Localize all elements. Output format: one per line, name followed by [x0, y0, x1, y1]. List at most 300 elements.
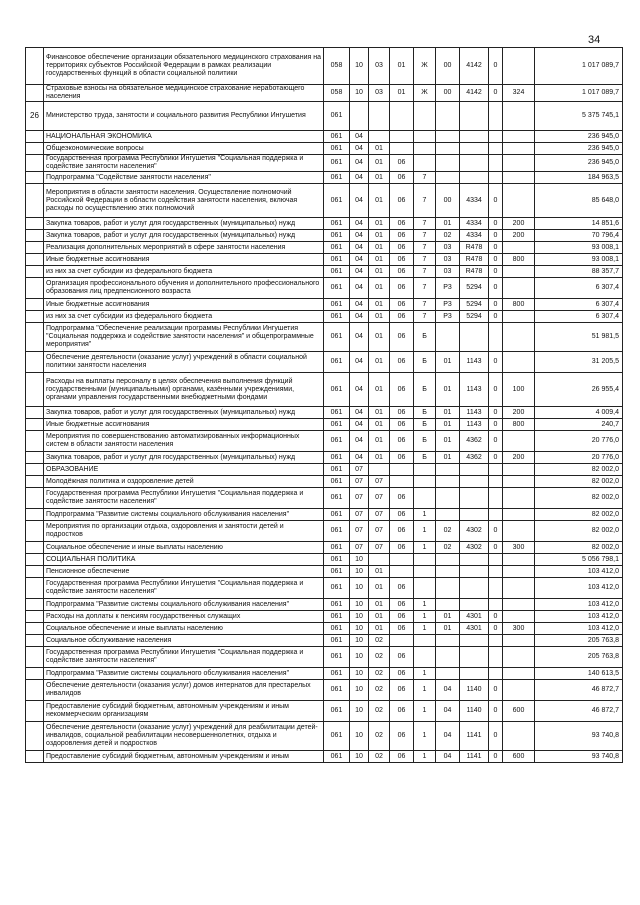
- code-cell: 1143: [460, 352, 489, 373]
- code-cell: 061: [324, 230, 350, 242]
- code-cell: [489, 102, 503, 131]
- code-cell: 0: [489, 407, 503, 419]
- code-cell: [503, 722, 535, 751]
- code-cell: [436, 155, 460, 172]
- amount-cell: 205 763,8: [535, 647, 623, 668]
- code-cell: 04: [350, 431, 369, 452]
- code-cell: 06: [390, 218, 414, 230]
- code-cell: 0: [489, 218, 503, 230]
- code-cell: 07: [350, 509, 369, 521]
- code-cell: Б: [414, 452, 436, 464]
- row-name-cell: Министерство труда, занятости и социального развития Республики Ингушетия: [44, 102, 324, 131]
- code-cell: 07: [350, 476, 369, 488]
- code-cell: 06: [390, 407, 414, 419]
- row-name-cell: Государственная программа Республики Ингушетия "Социальная поддержка и содействие занятости населения": [44, 578, 324, 599]
- code-cell: 06: [390, 172, 414, 184]
- code-cell: 7: [414, 311, 436, 323]
- code-cell: 061: [324, 352, 350, 373]
- code-cell: 01: [390, 48, 414, 85]
- code-cell: 061: [324, 373, 350, 407]
- code-cell: [390, 566, 414, 578]
- code-cell: 06: [390, 599, 414, 611]
- code-cell: 07: [350, 464, 369, 476]
- table-row: [26, 476, 623, 488]
- code-cell: 800: [503, 299, 535, 311]
- code-cell: 01: [369, 373, 390, 407]
- row-name-cell: ОБРАЗОВАНИЕ: [44, 464, 324, 476]
- code-cell: 061: [324, 431, 350, 452]
- table-row: [26, 521, 623, 542]
- code-cell: 02: [369, 635, 390, 647]
- code-cell: [503, 464, 535, 476]
- row-number-cell: [26, 218, 44, 230]
- code-cell: 06: [390, 431, 414, 452]
- code-cell: 0: [489, 542, 503, 554]
- code-cell: 04: [436, 722, 460, 751]
- code-cell: 01: [369, 299, 390, 311]
- code-cell: 061: [324, 266, 350, 278]
- amount-cell: 103 412,0: [535, 578, 623, 599]
- table-row: [26, 242, 623, 254]
- row-name-cell: Закупка товаров, работ и услуг для государственных (муниципальных) нужд: [44, 407, 324, 419]
- code-cell: 04: [350, 143, 369, 155]
- code-cell: 058: [324, 48, 350, 85]
- code-cell: P3: [436, 278, 460, 299]
- table-row: [26, 611, 623, 623]
- code-cell: 06: [390, 373, 414, 407]
- code-cell: [436, 464, 460, 476]
- row-name-cell: Организация профессионального обучения и дополнительного профессионального образования лиц предпенсионного возраста: [44, 278, 324, 299]
- code-cell: 04: [350, 278, 369, 299]
- amount-cell: 5 056 798,1: [535, 554, 623, 566]
- row-number-cell: [26, 48, 44, 85]
- row-number-cell: [26, 521, 44, 542]
- code-cell: 1141: [460, 751, 489, 763]
- row-name-cell: Подпрограмма "Содействие занятости населения": [44, 172, 324, 184]
- row-name-cell: Подпрограмма "Обеспечение реализации программы Республики Ингушетия "Социальная поддержка и содействие занятости населения" и общепрограммные мероприятия": [44, 323, 324, 352]
- code-cell: 0: [489, 611, 503, 623]
- code-cell: 00: [436, 184, 460, 218]
- code-cell: [503, 668, 535, 680]
- amount-cell: 184 963,5: [535, 172, 623, 184]
- code-cell: [390, 102, 414, 131]
- code-cell: [460, 488, 489, 509]
- amount-cell: 82 002,0: [535, 488, 623, 509]
- row-name-cell: Социальное обеспечение и иные выплаты населению: [44, 542, 324, 554]
- code-cell: 4142: [460, 48, 489, 85]
- code-cell: [436, 509, 460, 521]
- code-cell: 061: [324, 218, 350, 230]
- row-name-cell: Реализация дополнительных мероприятий в сфере занятости населения: [44, 242, 324, 254]
- code-cell: 061: [324, 509, 350, 521]
- code-cell: [460, 464, 489, 476]
- table-row: [26, 323, 623, 352]
- code-cell: [414, 647, 436, 668]
- code-cell: 04: [350, 131, 369, 143]
- code-cell: 7: [414, 184, 436, 218]
- code-cell: [436, 578, 460, 599]
- code-cell: 5294: [460, 278, 489, 299]
- code-cell: [414, 488, 436, 509]
- code-cell: 1: [414, 611, 436, 623]
- code-cell: 0: [489, 48, 503, 85]
- code-cell: 01: [369, 218, 390, 230]
- code-cell: 03: [369, 85, 390, 102]
- row-name-cell: Социальное обеспечение и иные выплаты населению: [44, 623, 324, 635]
- code-cell: 1: [414, 668, 436, 680]
- code-cell: 06: [390, 611, 414, 623]
- table-row: [26, 488, 623, 509]
- code-cell: [503, 143, 535, 155]
- table-row: [26, 352, 623, 373]
- code-cell: [436, 323, 460, 352]
- row-number-cell: [26, 611, 44, 623]
- row-name-cell: Обеспечение деятельности (оказание услуг) учреждений в области социальной политики занятости населения: [44, 352, 324, 373]
- code-cell: [436, 488, 460, 509]
- code-cell: 600: [503, 701, 535, 722]
- code-cell: 07: [350, 521, 369, 542]
- page-number: 34: [588, 34, 601, 46]
- code-cell: 10: [350, 701, 369, 722]
- row-name-cell: Подпрограмма "Развитие системы социального обслуживания населения": [44, 509, 324, 521]
- code-cell: 01: [436, 218, 460, 230]
- code-cell: 01: [369, 611, 390, 623]
- row-number-cell: [26, 254, 44, 266]
- code-cell: 1143: [460, 373, 489, 407]
- code-cell: Б: [414, 407, 436, 419]
- amount-cell: 236 945,0: [535, 131, 623, 143]
- amount-cell: 20 776,0: [535, 452, 623, 464]
- code-cell: 7: [414, 242, 436, 254]
- code-cell: 00: [436, 85, 460, 102]
- code-cell: 061: [324, 623, 350, 635]
- code-cell: [489, 464, 503, 476]
- row-number-cell: [26, 680, 44, 701]
- code-cell: [503, 184, 535, 218]
- code-cell: 01: [369, 172, 390, 184]
- row-number-cell: [26, 566, 44, 578]
- code-cell: 01: [369, 143, 390, 155]
- code-cell: 0: [489, 266, 503, 278]
- code-cell: 01: [436, 623, 460, 635]
- table-row: [26, 554, 623, 566]
- row-number-cell: [26, 701, 44, 722]
- code-cell: 01: [369, 352, 390, 373]
- code-cell: 061: [324, 599, 350, 611]
- row-name-cell: Закупка товаров, работ и услуг для государственных (муниципальных) нужд: [44, 218, 324, 230]
- row-number-cell: [26, 242, 44, 254]
- row-name-cell: Мероприятия в области занятости населения. Осуществление полномочий Российской Федерации в области содействия занятости населения, включая расходы по осуществлению этих полномочий: [44, 184, 324, 218]
- code-cell: [369, 102, 390, 131]
- code-cell: 800: [503, 419, 535, 431]
- row-number-cell: [26, 143, 44, 155]
- code-cell: 01: [369, 323, 390, 352]
- code-cell: [460, 476, 489, 488]
- code-cell: 01: [369, 566, 390, 578]
- code-cell: 00: [436, 48, 460, 85]
- code-cell: 01: [369, 452, 390, 464]
- code-cell: [503, 323, 535, 352]
- code-cell: 1: [414, 680, 436, 701]
- code-cell: 1143: [460, 419, 489, 431]
- code-cell: 01: [369, 155, 390, 172]
- code-cell: 061: [324, 611, 350, 623]
- code-cell: 04: [350, 311, 369, 323]
- code-cell: 1: [414, 722, 436, 751]
- amount-cell: 1 017 089,7: [535, 85, 623, 102]
- code-cell: 7: [414, 266, 436, 278]
- code-cell: 02: [369, 722, 390, 751]
- code-cell: 01: [436, 407, 460, 419]
- amount-cell: 103 412,0: [535, 566, 623, 578]
- amount-cell: 103 412,0: [535, 599, 623, 611]
- row-number-cell: [26, 464, 44, 476]
- code-cell: 061: [324, 542, 350, 554]
- row-name-cell: Обеспечение деятельности (оказание услуг) учреждений для реабилитации детей-инвалидов, социальной реабилитации несовершеннолетних, отдыха и оздоровления детей и подростков: [44, 722, 324, 751]
- code-cell: 4301: [460, 623, 489, 635]
- code-cell: 07: [350, 488, 369, 509]
- code-cell: 1: [414, 701, 436, 722]
- code-cell: 04: [350, 323, 369, 352]
- table-row: [26, 184, 623, 218]
- row-number-cell: [26, 722, 44, 751]
- code-cell: R478: [460, 266, 489, 278]
- amount-cell: 31 205,5: [535, 352, 623, 373]
- table-row: [26, 299, 623, 311]
- code-cell: 10: [350, 680, 369, 701]
- code-cell: 01: [369, 419, 390, 431]
- row-name-cell: Государственная программа Республики Ингушетия "Социальная поддержка и содействие занятости населения": [44, 647, 324, 668]
- code-cell: [436, 566, 460, 578]
- table-row: [26, 172, 623, 184]
- code-cell: 04: [350, 218, 369, 230]
- code-cell: [414, 143, 436, 155]
- code-cell: 061: [324, 184, 350, 218]
- code-cell: 061: [324, 407, 350, 419]
- row-name-cell: Страховые взносы на обязательное медицинское страхование неработающего населения: [44, 85, 324, 102]
- code-cell: [489, 599, 503, 611]
- code-cell: [503, 599, 535, 611]
- code-cell: [436, 554, 460, 566]
- table-row: [26, 509, 623, 521]
- code-cell: [460, 599, 489, 611]
- code-cell: [503, 352, 535, 373]
- table-row: [26, 218, 623, 230]
- code-cell: [369, 554, 390, 566]
- code-cell: [489, 578, 503, 599]
- table-row: [26, 668, 623, 680]
- code-cell: 06: [390, 623, 414, 635]
- code-cell: 7: [414, 218, 436, 230]
- code-cell: 01: [369, 578, 390, 599]
- code-cell: 7: [414, 230, 436, 242]
- amount-cell: 82 002,0: [535, 542, 623, 554]
- code-cell: 01: [369, 266, 390, 278]
- code-cell: 800: [503, 254, 535, 266]
- row-name-cell: Закупка товаров, работ и услуг для государственных (муниципальных) нужд: [44, 452, 324, 464]
- code-cell: 07: [350, 542, 369, 554]
- code-cell: 4302: [460, 542, 489, 554]
- code-cell: 061: [324, 488, 350, 509]
- table-row: [26, 635, 623, 647]
- code-cell: 4142: [460, 85, 489, 102]
- code-cell: 06: [390, 521, 414, 542]
- code-cell: 06: [390, 680, 414, 701]
- amount-cell: 6 307,4: [535, 311, 623, 323]
- code-cell: [460, 131, 489, 143]
- code-cell: [489, 172, 503, 184]
- code-cell: 03: [436, 254, 460, 266]
- row-number-cell: [26, 476, 44, 488]
- table-row: [26, 48, 623, 85]
- code-cell: [369, 464, 390, 476]
- code-cell: [460, 554, 489, 566]
- row-name-cell: Молодёжная политика и оздоровление детей: [44, 476, 324, 488]
- code-cell: 07: [369, 509, 390, 521]
- code-cell: 0: [489, 701, 503, 722]
- code-cell: 06: [390, 751, 414, 763]
- code-cell: 324: [503, 85, 535, 102]
- table-row: [26, 578, 623, 599]
- table-row: [26, 311, 623, 323]
- code-cell: [414, 578, 436, 599]
- code-cell: [489, 647, 503, 668]
- code-cell: 600: [503, 751, 535, 763]
- amount-cell: 46 872,7: [535, 701, 623, 722]
- code-cell: 7: [414, 299, 436, 311]
- budget-table: [25, 47, 623, 763]
- code-cell: 061: [324, 464, 350, 476]
- code-cell: 01: [369, 278, 390, 299]
- code-cell: [436, 647, 460, 668]
- code-cell: 06: [390, 242, 414, 254]
- code-cell: [460, 566, 489, 578]
- table-row: [26, 431, 623, 452]
- code-cell: Б: [414, 431, 436, 452]
- code-cell: 10: [350, 48, 369, 85]
- code-cell: [489, 488, 503, 509]
- code-cell: [460, 323, 489, 352]
- code-cell: Б: [414, 352, 436, 373]
- code-cell: 061: [324, 299, 350, 311]
- code-cell: 1: [414, 751, 436, 763]
- code-cell: 5294: [460, 299, 489, 311]
- row-name-cell: Предоставление субсидий бюджетным, автономным учреждениям и иным некоммерческим организациям: [44, 701, 324, 722]
- code-cell: [414, 554, 436, 566]
- row-number-cell: [26, 373, 44, 407]
- code-cell: [436, 102, 460, 131]
- code-cell: 04: [350, 155, 369, 172]
- code-cell: 200: [503, 452, 535, 464]
- code-cell: [460, 155, 489, 172]
- code-cell: [489, 566, 503, 578]
- code-cell: 04: [350, 266, 369, 278]
- code-cell: 200: [503, 218, 535, 230]
- code-cell: [503, 680, 535, 701]
- row-name-cell: Иные бюджетные ассигнования: [44, 254, 324, 266]
- amount-cell: 6 307,4: [535, 278, 623, 299]
- code-cell: 0: [489, 230, 503, 242]
- row-name-cell: Государственная программа Республики Ингушетия "Социальная поддержка и содействие занятости населения": [44, 155, 324, 172]
- code-cell: [460, 635, 489, 647]
- code-cell: 04: [350, 352, 369, 373]
- code-cell: 06: [390, 647, 414, 668]
- amount-cell: 205 763,8: [535, 635, 623, 647]
- code-cell: [414, 566, 436, 578]
- code-cell: 03: [369, 48, 390, 85]
- row-name-cell: НАЦИОНАЛЬНАЯ ЭКОНОМИКА: [44, 131, 324, 143]
- code-cell: 01: [436, 352, 460, 373]
- code-cell: 01: [436, 452, 460, 464]
- code-cell: [460, 172, 489, 184]
- code-cell: 4362: [460, 431, 489, 452]
- row-number-cell: [26, 599, 44, 611]
- code-cell: 03: [436, 242, 460, 254]
- table-row: [26, 452, 623, 464]
- amount-cell: 6 307,4: [535, 299, 623, 311]
- code-cell: [503, 521, 535, 542]
- code-cell: 02: [436, 542, 460, 554]
- code-cell: [489, 155, 503, 172]
- row-number-cell: [26, 431, 44, 452]
- code-cell: 10: [350, 668, 369, 680]
- code-cell: 06: [390, 352, 414, 373]
- code-cell: [460, 102, 489, 131]
- code-cell: 06: [390, 509, 414, 521]
- table-row: [26, 701, 623, 722]
- amount-cell: 14 851,6: [535, 218, 623, 230]
- table-row: [26, 680, 623, 701]
- code-cell: 1: [414, 509, 436, 521]
- code-cell: [489, 509, 503, 521]
- code-cell: 07: [369, 476, 390, 488]
- code-cell: Ж: [414, 85, 436, 102]
- amount-cell: 240,7: [535, 419, 623, 431]
- code-cell: 06: [390, 323, 414, 352]
- code-cell: 06: [390, 184, 414, 218]
- amount-cell: 103 412,0: [535, 611, 623, 623]
- code-cell: 1143: [460, 407, 489, 419]
- code-cell: 061: [324, 242, 350, 254]
- code-cell: 100: [503, 373, 535, 407]
- code-cell: [503, 131, 535, 143]
- amount-cell: 51 981,5: [535, 323, 623, 352]
- row-name-cell: из них за счет субсидии из федерального бюджета: [44, 311, 324, 323]
- row-number-cell: [26, 509, 44, 521]
- code-cell: 04: [350, 373, 369, 407]
- code-cell: [503, 172, 535, 184]
- amount-cell: 82 002,0: [535, 476, 623, 488]
- row-number-cell: [26, 266, 44, 278]
- row-name-cell: из них за счет субсидии из федерального бюджета: [44, 266, 324, 278]
- row-number-cell: [26, 299, 44, 311]
- code-cell: 061: [324, 647, 350, 668]
- code-cell: 06: [390, 266, 414, 278]
- row-number-cell: [26, 172, 44, 184]
- code-cell: [390, 635, 414, 647]
- code-cell: 200: [503, 230, 535, 242]
- code-cell: [503, 311, 535, 323]
- amount-cell: 82 002,0: [535, 464, 623, 476]
- code-cell: 0: [489, 184, 503, 218]
- code-cell: [489, 476, 503, 488]
- row-number-cell: [26, 352, 44, 373]
- code-cell: 01: [369, 431, 390, 452]
- code-cell: 4302: [460, 521, 489, 542]
- row-name-cell: Мероприятия по организации отдыха, оздоровления и занятости детей и подростков: [44, 521, 324, 542]
- row-name-cell: Иные бюджетные ассигнования: [44, 299, 324, 311]
- code-cell: 06: [390, 701, 414, 722]
